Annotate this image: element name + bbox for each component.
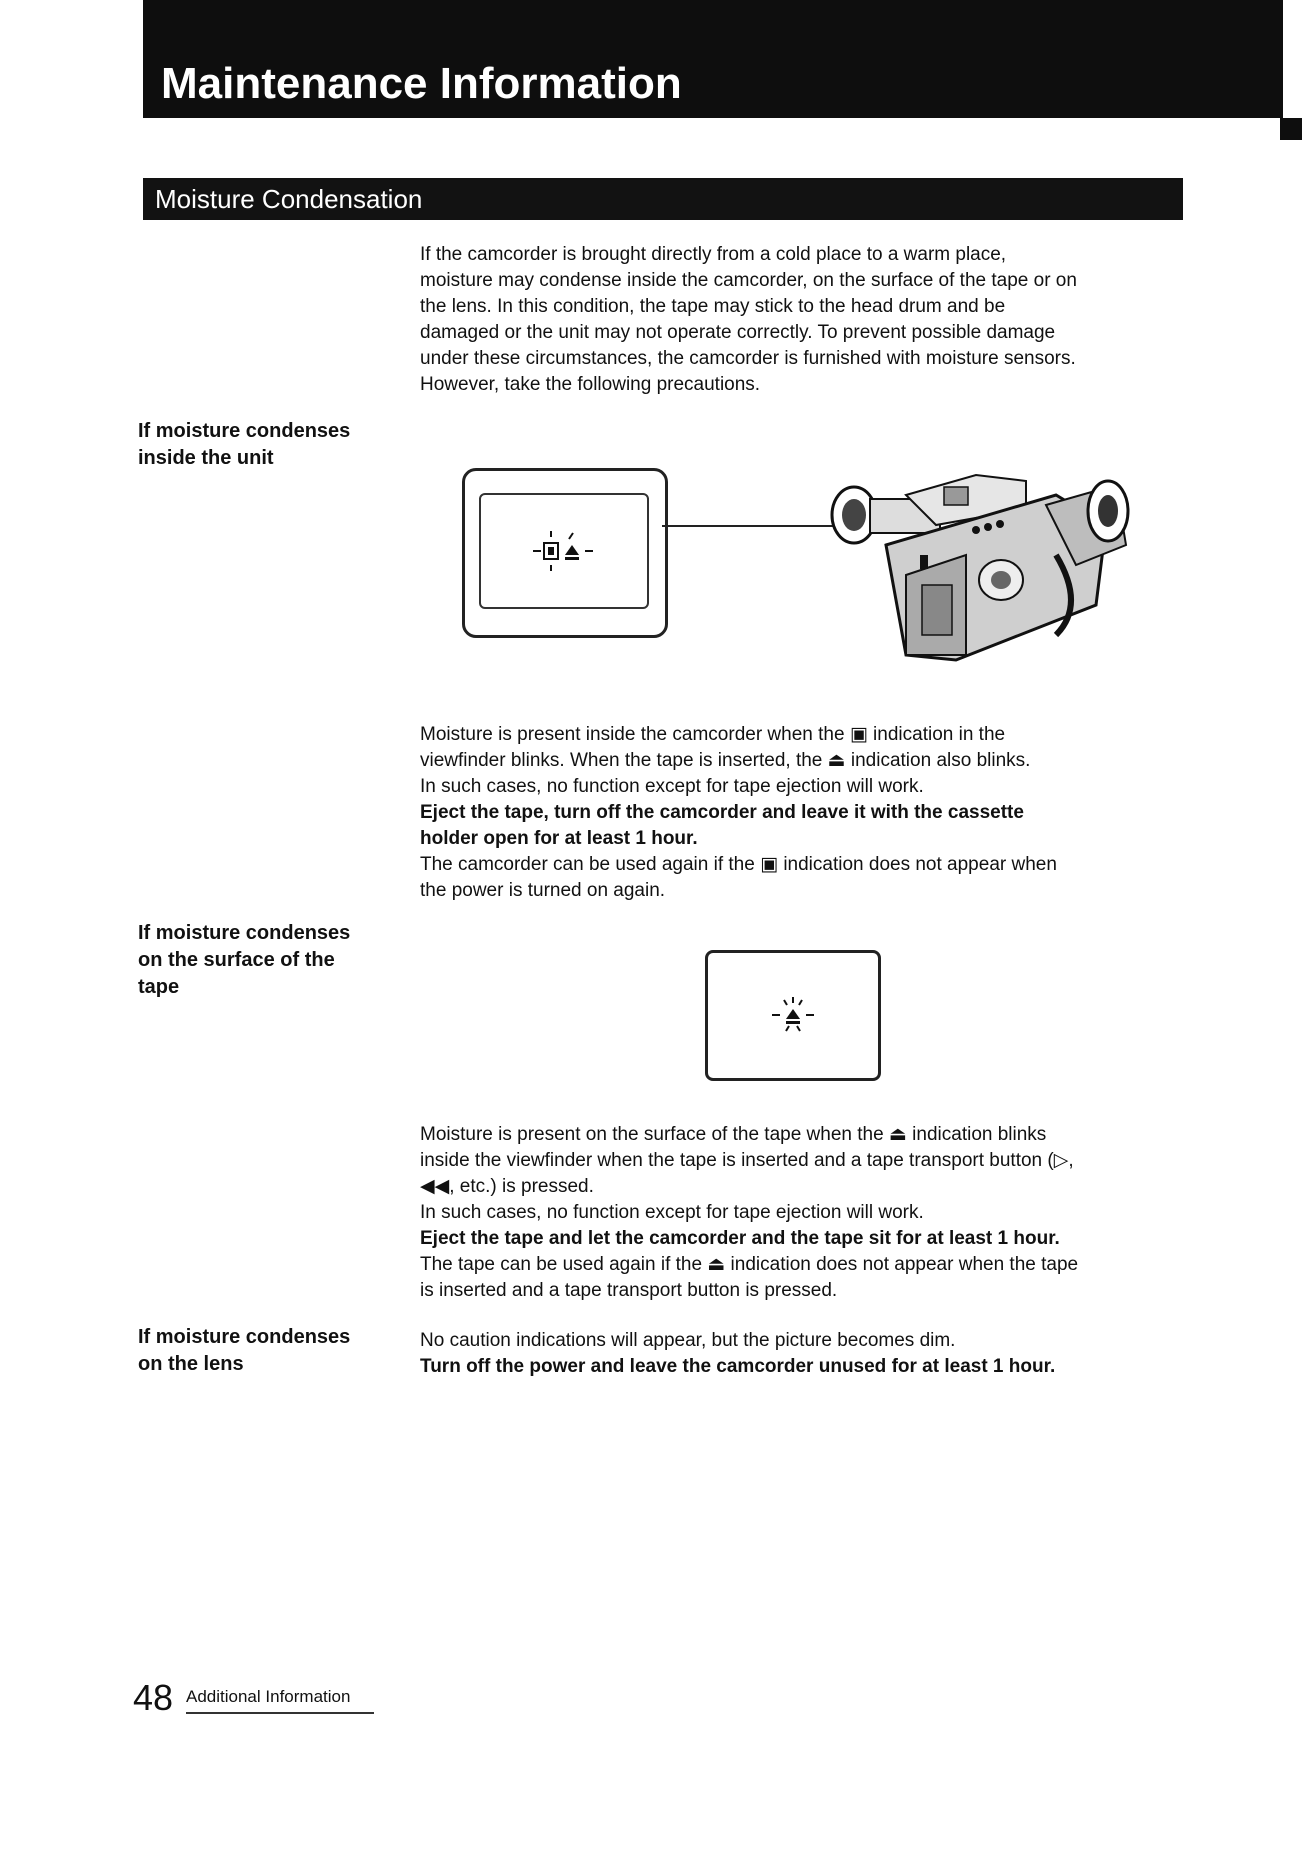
- intro-line: If the camcorder is brought directly from a cold place to a warm place,: [420, 244, 1007, 265]
- paragraph-line: is inserted and a tape transport button is pressed.: [420, 1280, 838, 1301]
- paragraph-line: Moisture is present inside the camcorder when the ▣ indication in the: [420, 724, 1006, 745]
- title-bar-notch: [1280, 118, 1302, 140]
- viewfinder-illustration-eject: [705, 950, 881, 1081]
- paragraph-line: the power is turned on again.: [420, 880, 666, 901]
- section-title: Moisture Condensation: [155, 184, 423, 214]
- section-bar: [143, 178, 1183, 220]
- callout-line: [662, 525, 840, 527]
- inside-unit-text: [420, 722, 1185, 904]
- page-title: Maintenance Information: [161, 59, 682, 108]
- paragraph-line: inside the viewfinder when the tape is inserted and a tape transport button (▷,: [420, 1150, 1074, 1171]
- viewfinder-screen: [479, 493, 649, 609]
- intro-line: moisture may condense inside the camcorder, on the surface of the tape or on: [420, 270, 1077, 291]
- label-tape-surface: If moisture condenses on the surface of the tape: [138, 922, 351, 998]
- paragraph-line: In such cases, no function except for tape ejection will work.: [420, 1202, 924, 1223]
- paragraph-line: No caution indications will appear, but the picture becomes dim.: [420, 1330, 956, 1351]
- moisture-warning-icon: [529, 525, 599, 575]
- camcorder-illustration: [826, 455, 1136, 675]
- instruction-bold: Eject the tape and let the camcorder and the tape sit for at least 1 hour.: [420, 1228, 1060, 1249]
- eject-warning-icon: [768, 995, 818, 1035]
- title-bar: [143, 0, 1283, 118]
- paragraph-line: In such cases, no function except for tape ejection will work.: [420, 776, 924, 797]
- label-lens: If moisture condenses on the lens: [138, 1326, 351, 1375]
- paragraph-line: ◀◀, etc.) is pressed.: [420, 1176, 594, 1197]
- paragraph-line: Moisture is present on the surface of the tape when the ⏏ indication blinks: [420, 1124, 1047, 1145]
- paragraph-line: The tape can be used again if the ⏏ indication does not appear when the tape: [420, 1254, 1079, 1275]
- instruction-bold: Turn off the power and leave the camcorder unused for at least 1 hour.: [420, 1356, 1056, 1377]
- page-number: 48: [133, 1677, 174, 1718]
- paragraph-line: The camcorder can be used again if the ▣ indication does not appear when: [420, 854, 1057, 875]
- intro-line: under these circumstances, the camcorder is furnished with moisture sensors.: [420, 348, 1076, 369]
- viewfinder-illustration: [462, 468, 668, 638]
- instruction-bold: Eject the tape, turn off the camcorder and leave it with the cassette: [420, 802, 1024, 823]
- intro-line: However, take the following precautions.: [420, 374, 761, 395]
- footer-section: Additional Information: [186, 1687, 351, 1706]
- lens-text: [420, 1328, 1185, 1380]
- intro-line: the lens. In this condition, the tape may stick to the head drum and be: [420, 296, 1006, 317]
- paragraph-line: viewfinder blinks. When the tape is inserted, the ⏏ indication also blinks.: [420, 750, 1031, 771]
- intro-line: damaged or the unit may not operate correctly. To prevent possible damage: [420, 322, 1056, 343]
- instruction-bold: holder open for at least 1 hour.: [420, 828, 698, 849]
- tape-surface-text: [420, 1122, 1185, 1304]
- intro-paragraph: [420, 242, 1185, 398]
- footer-rule: [186, 1712, 374, 1714]
- label-inside-unit: If moisture condenses inside the unit: [138, 420, 351, 469]
